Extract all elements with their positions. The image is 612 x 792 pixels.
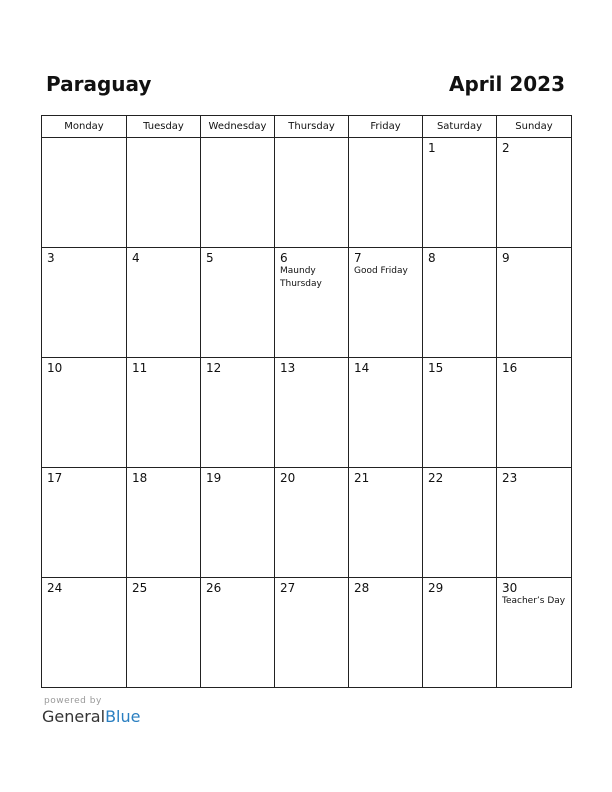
day-number: 30: [502, 581, 518, 595]
day-number: 13: [280, 361, 296, 375]
day-number: 6: [280, 251, 288, 265]
day-number: 27: [280, 581, 296, 595]
holiday-label: Good Friday: [354, 266, 408, 276]
week-row: [42, 138, 572, 248]
day-cell: [42, 358, 127, 468]
day-cell: [275, 578, 349, 688]
holiday-label: Teacher’s Day: [502, 596, 566, 606]
day-number: 21: [354, 471, 370, 485]
day-number: 10: [47, 361, 63, 375]
day-cell: [42, 468, 127, 578]
weekday-header-sunday: Sunday: [497, 116, 572, 138]
day-cell: [201, 138, 275, 248]
day-cell: [497, 578, 572, 688]
day-number: 3: [47, 251, 55, 265]
weekday-header-thursday: Thursday: [275, 116, 349, 138]
day-number: 2: [502, 141, 510, 155]
day-number: [275, 138, 348, 155]
day-number: 24: [47, 581, 63, 595]
day-cell: [497, 248, 572, 358]
footer-branding: [42, 696, 140, 727]
day-cell: [275, 468, 349, 578]
day-cell: [201, 578, 275, 688]
day-number: 16: [502, 361, 518, 375]
day-cell: [497, 468, 572, 578]
day-cell: [423, 358, 497, 468]
week-row: [42, 468, 572, 578]
day-number: 12: [206, 361, 222, 375]
day-number: 4: [132, 251, 140, 265]
day-number: 19: [206, 471, 222, 485]
day-number: 22: [428, 471, 444, 485]
day-number: 9: [502, 251, 510, 265]
day-cell: [201, 358, 275, 468]
week-row: [42, 248, 572, 358]
page-title-country: Paraguay: [46, 72, 152, 96]
day-cell: [127, 358, 201, 468]
generalblue-logo[interactable]: [42, 707, 140, 727]
calendar-grid: [41, 115, 572, 688]
day-cell: [127, 578, 201, 688]
day-cell: [349, 468, 423, 578]
day-number: 14: [354, 361, 370, 375]
powered-by-text: powered by: [44, 696, 102, 706]
day-cell: [497, 358, 572, 468]
day-cell: [423, 138, 497, 248]
day-cell: [423, 468, 497, 578]
day-cell: [201, 468, 275, 578]
day-cell: [349, 248, 423, 358]
weekday-header-wednesday: Wednesday: [201, 116, 275, 138]
day-cell: [423, 248, 497, 358]
week-row: [42, 578, 572, 688]
day-number: 15: [428, 361, 444, 375]
day-number: 11: [132, 361, 148, 375]
day-number: [42, 138, 126, 155]
holiday-label: Maundy Thursday: [280, 266, 322, 289]
day-number: 25: [132, 581, 148, 595]
brand-general-text: General: [42, 707, 106, 726]
day-number: 20: [280, 471, 296, 485]
brand-blue-text: Blue: [105, 707, 141, 726]
weekday-header-saturday: Saturday: [423, 116, 497, 138]
day-number: [201, 138, 274, 155]
day-cell: [497, 138, 572, 248]
day-cell: [349, 578, 423, 688]
day-number: 28: [354, 581, 370, 595]
day-number: 8: [428, 251, 436, 265]
day-number: 26: [206, 581, 222, 595]
day-number: [349, 138, 422, 155]
day-cell: [127, 468, 201, 578]
weekday-header-monday: Monday: [42, 116, 127, 138]
day-cell: [275, 358, 349, 468]
day-cell: [423, 578, 497, 688]
day-cell: [275, 138, 349, 248]
day-cell: [201, 248, 275, 358]
day-number: 1: [428, 141, 436, 155]
day-number: 18: [132, 471, 148, 485]
day-number: 17: [47, 471, 63, 485]
day-number: 5: [206, 251, 214, 265]
page-title-month: April 2023: [449, 72, 565, 96]
day-cell: [349, 358, 423, 468]
day-number: 7: [354, 251, 362, 265]
day-cell: [42, 138, 127, 248]
day-cell: [42, 578, 127, 688]
day-cell: [127, 248, 201, 358]
weekday-header-row: [42, 116, 572, 138]
day-number: 23: [502, 471, 518, 485]
day-cell: [349, 138, 423, 248]
week-row: [42, 358, 572, 468]
day-number: [127, 138, 200, 155]
day-cell: [127, 138, 201, 248]
day-number: 29: [428, 581, 444, 595]
day-cell: [42, 248, 127, 358]
weekday-header-friday: Friday: [349, 116, 423, 138]
weekday-header-tuesday: Tuesday: [127, 116, 201, 138]
day-cell: [275, 248, 349, 358]
